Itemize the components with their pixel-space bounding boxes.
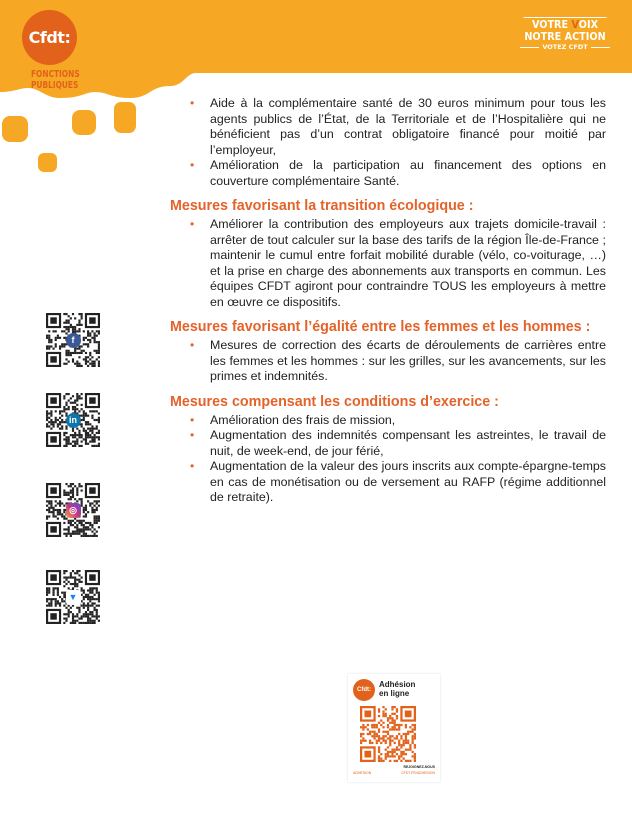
bullet-icon: • bbox=[190, 217, 195, 231]
list-item bbox=[190, 412, 606, 429]
blob-shape bbox=[2, 116, 28, 142]
logo-subtitle bbox=[31, 69, 78, 91]
checkmark-v: V bbox=[571, 19, 579, 31]
slogan-line3: VOTEZ CFDT bbox=[520, 43, 610, 51]
bullet-icon: • bbox=[190, 412, 195, 427]
adhesion-footer-url: CFDT.FR/ADHESION bbox=[401, 771, 435, 775]
slogan-line2: NOTRE ACTION bbox=[524, 31, 606, 43]
list-item-text: Aide à la complémentaire santé de 30 euros minimum pour tous les agents publics de l’État, de la Territoriale et de l’Hospitalière qui ne bénéficient pas d’un contrat obligatoire financé pour moitié par l’employeur, bbox=[210, 96, 606, 157]
bullet-icon: • bbox=[190, 158, 195, 172]
intro-list bbox=[170, 96, 606, 189]
section-title: Mesures favorisant l’égalité entre les femmes et les hommes : bbox=[170, 319, 591, 335]
section-title: Mesures favorisant la transition écologique : bbox=[170, 198, 474, 214]
qr-code-facebook[interactable] bbox=[46, 313, 100, 367]
section bbox=[170, 198, 606, 310]
list-item-text: Amélioration des frais de mission, bbox=[210, 412, 396, 427]
section-list bbox=[170, 217, 606, 310]
instagram-icon: ◎ bbox=[66, 503, 81, 518]
adhesion-qr-code[interactable] bbox=[358, 706, 418, 762]
adhesion-card[interactable] bbox=[348, 674, 440, 782]
logo-text: Cfdt: bbox=[28, 28, 71, 47]
section-list bbox=[170, 413, 606, 506]
section bbox=[170, 319, 606, 385]
cfdt-logo bbox=[22, 10, 77, 65]
section-list bbox=[170, 338, 606, 385]
bullet-icon: • bbox=[190, 459, 195, 473]
list-item-text: Améliorer la contribution des employeurs aux trajets domicile-travail : arrêter de tout calculer sur la base des tarifs de la région Île-de-France ; maintenir le cumul entre forfait mobilité durable (vélo, co-voiturage, …) et la prise en charge des abonnements aux transports en commun. Les équipes CFDT agiront pour contraindre TOUS les employeurs à mettre en œuvre ce dispositifs. bbox=[210, 217, 606, 309]
list-item bbox=[190, 428, 606, 459]
blob-shape bbox=[72, 110, 96, 135]
adhesion-title-line2: en ligne bbox=[379, 689, 410, 698]
logo-subtitle-line1: FONCTIONS bbox=[31, 69, 80, 80]
bullet-icon: • bbox=[190, 96, 195, 110]
list-item-text: Amélioration de la participation au financement des options en couverture complémentaire Santé. bbox=[210, 158, 606, 188]
qr-code-instagram[interactable] bbox=[46, 483, 100, 537]
adhesion-title-line1: Adhésion bbox=[379, 680, 416, 689]
slogan bbox=[520, 17, 610, 51]
section-title: Mesures compensant les conditions d’exercice : bbox=[170, 393, 499, 410]
bullet-icon: • bbox=[190, 428, 195, 442]
list-item-text: Augmentation des indemnités compensant les astreintes, le travail de nuit, de week-end, de jour férié, bbox=[210, 428, 606, 458]
slogan-line1: VOTRE VOIX bbox=[524, 17, 607, 31]
main-content bbox=[170, 96, 606, 506]
bullet-icon: • bbox=[190, 338, 195, 352]
list-item bbox=[190, 338, 606, 385]
adhesion-title bbox=[379, 680, 415, 698]
list-item bbox=[190, 459, 606, 506]
list-item bbox=[190, 96, 606, 158]
logo-subtitle-line2: PUBLIQUES bbox=[31, 80, 79, 91]
list-item-text: Augmentation de la valeur des jours inscrits aux compte-épargne-temps en cas de monétisation ou de versement au RAFP (régime additionnel de retraite). bbox=[210, 459, 606, 504]
list-item bbox=[190, 158, 606, 189]
qr-code-linkedin[interactable] bbox=[46, 393, 100, 447]
linkedin-icon: in bbox=[66, 413, 81, 428]
list-item bbox=[190, 217, 606, 310]
adhesion-footer-label: ADHÉSION bbox=[353, 771, 372, 775]
list-item-text: Mesures de correction des écarts de déroulements de carrières entre les femmes et les hommes : sur les grilles, sur les avancements, sur les primes et indemnités. bbox=[210, 338, 606, 383]
blob-shape bbox=[114, 102, 136, 124]
adhesion-logo: Cfdt: bbox=[353, 679, 375, 701]
facebook-icon: f bbox=[66, 333, 81, 348]
blob-shape bbox=[38, 153, 57, 172]
adhesion-footer-join: REJOIGNEZ-NOUS bbox=[403, 765, 435, 769]
section bbox=[170, 394, 606, 506]
qr-code-bluesky[interactable] bbox=[46, 570, 100, 624]
bluesky-icon: ▼ bbox=[66, 590, 81, 605]
